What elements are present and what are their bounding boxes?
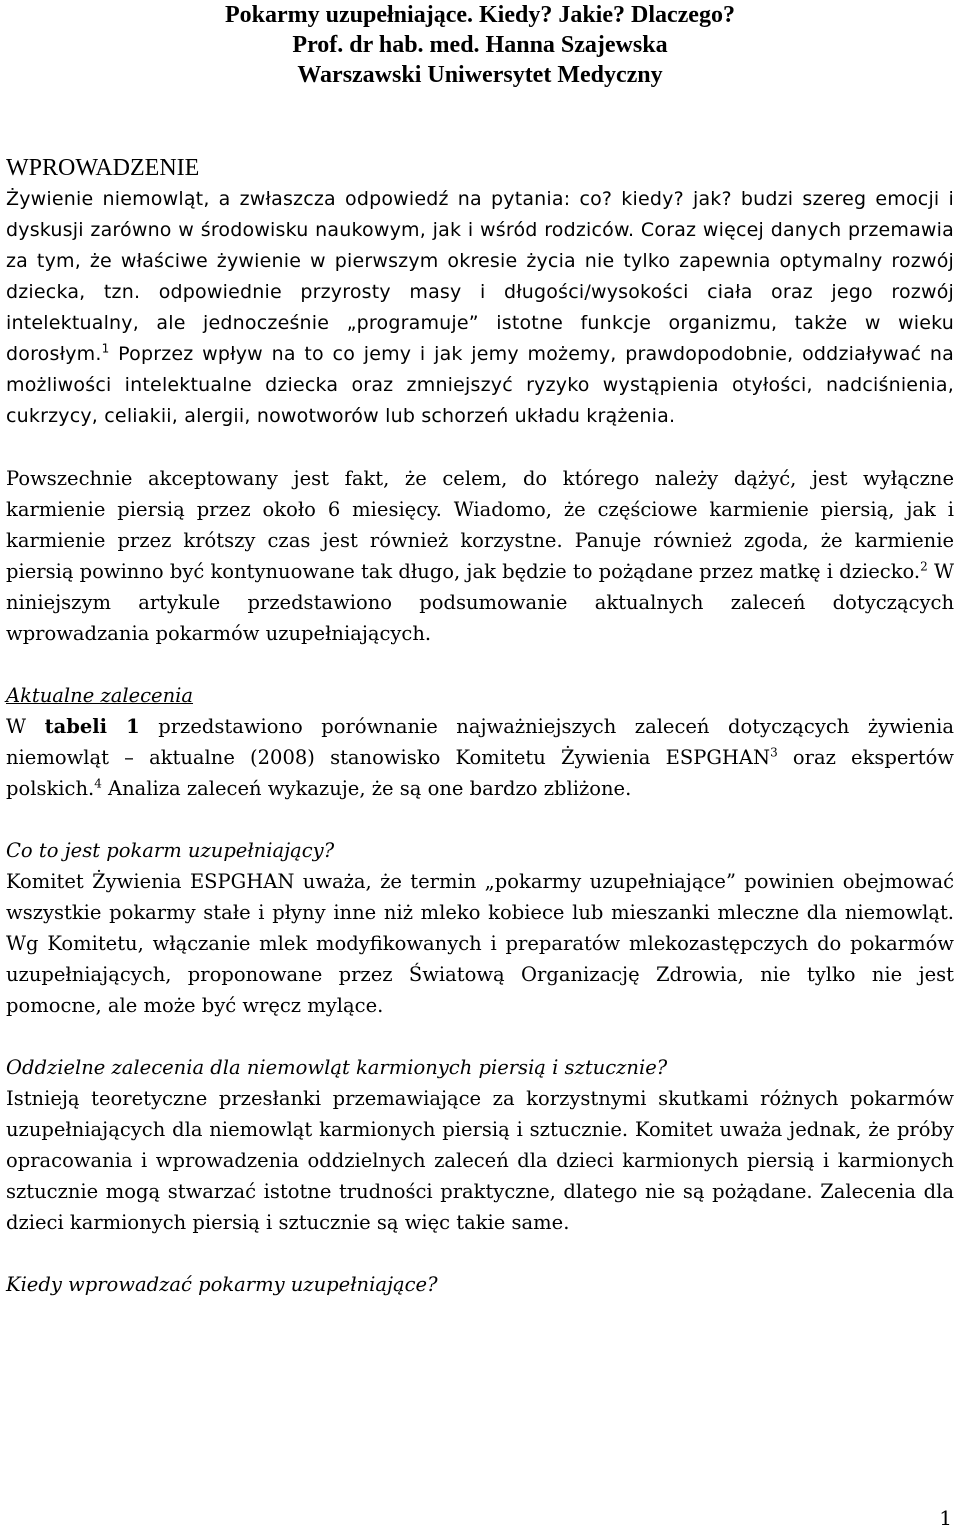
intro-paragraph-2	[6, 463, 954, 649]
reference-4: 4	[94, 776, 102, 791]
intro-heading: WPROWADZENIE	[6, 155, 200, 181]
document-page	[6, 0, 954, 1300]
author-affiliation: Warszawski Uniwersytet Medyczny	[297, 62, 663, 88]
intro-p2-text-a: Powszechnie akceptowany jest fakt, że celem, do którego należy dążyć, jest wyłączne karmienie piersią przez około 6 miesięcy. Wiadomo, że częściowe karmienie piersią, jak i karmienie przez krótszy czas jest również korzystne. Panuje również zgoda, że karmienie piersią powinno być kontynuowane tak długo, jak będzie to pożądane przez matkę i dziecko.	[6, 467, 954, 583]
reference-2: 2	[920, 559, 928, 574]
reference-1: 1	[101, 341, 110, 356]
what-is-complementary-paragraph: Komitet Żywienia ESPGHAN uważa, że termin „pokarmy uzupełniające” powinien obejmować wszystkie pokarmy stałe i płyny inne niż mleko kobiece lub mieszanki mleczne dla niemowląt. Wg Komitetu, włączanie mlek modyfikowanych i preparatów mlekozastępczych do pokarmów uzupełniających, proponowane przez Światową Organizację Zdrowia, nie tylko nie jest pomocne, ale może być wręcz mylące.	[6, 870, 954, 1017]
current-recommendations-paragraph	[6, 711, 954, 804]
page-number: 1	[939, 1506, 952, 1530]
when-to-introduce-heading: Kiedy wprowadzać pokarmy uzupełniające?	[6, 1273, 438, 1296]
current-text-b: przedstawiono porównanie najważniejszych zaleceń dotyczących żywienia niemowląt – aktualne (2008) stanowisko Komitetu Żywienia ESPGHAN	[6, 715, 954, 769]
reference-3: 3	[770, 745, 778, 760]
intro-paragraph-1	[6, 184, 954, 432]
intro-p1-text-a: Żywienie niemowląt, a zwłaszcza odpowiedź na pytania: co? kiedy? jak? budzi szereg emocji i dyskusji zarówno w środowisku naukowym, jak i wśród rodziców. Coraz więcej danych przemawia za tym, że właściwe żywienie w pierwszym okresie życia nie tylko zapewnia optymalny rozwój dziecka, tzn. odpowiednie przyrosty masy i długości/wysokości ciała oraz jego rozwój intelektualny, ale jednocześnie „programuje” istotne funkcje organizmu, także w wieku dorosłym.	[6, 188, 954, 365]
intro-p2-text-b: W niniejszym artykule przedstawiono podsumowanie aktualnych zaleceń dotyczących wprowadzania pokarmów uzupełniających.	[6, 560, 954, 645]
current-text-a: W	[6, 715, 45, 738]
current-text-d: Analiza zaleceń wykazuje, że są one bardzo zbliżone.	[101, 777, 632, 800]
table-reference: tabeli 1	[44, 715, 140, 738]
what-is-complementary-heading: Co to jest pokarm uzupełniający?	[6, 839, 335, 862]
intro-p1-text-b: Poprzez wpływ na to co jemy i jak jemy możemy, prawdopodobnie, oddziaływać na możliwości intelektualne dziecka oraz zmniejszyć ryzyko wystąpienia otyłości, nadciśnienia, cukrzycy, celiakii, alergii, nowotworów lub schorzeń układu krążenia.	[6, 343, 954, 427]
document-title: Pokarmy uzupełniające. Kiedy? Jakie? Dlaczego?	[225, 2, 735, 28]
separate-recommendations-paragraph: Istnieją teoretyczne przesłanki przemawiające za korzystnymi skutkami różnych pokarmów uzupełniających dla niemowląt karmionych piersią i sztucznie. Komitet uważa jednak, że próby opracowania i wprowadzenia oddzielnych zaleceń dla dzieci karmionych piersią i karmionych sztucznie mogą stwarzać istotne trudności praktyczne, dlatego nie są pożądane. Zalecenia dla dzieci karmionych piersią i sztucznie są więc takie same.	[6, 1087, 954, 1234]
author-name: Prof. dr hab. med. Hanna Szajewska	[292, 32, 668, 58]
separate-recommendations-heading: Oddzielne zalecenia dla niemowląt karmionych piersią i sztucznie?	[6, 1056, 668, 1079]
title-block	[6, 0, 954, 90]
current-text-c: oraz ekspertów polskich.	[6, 746, 955, 800]
current-recommendations-heading: Aktualne zalecenia	[6, 684, 194, 707]
